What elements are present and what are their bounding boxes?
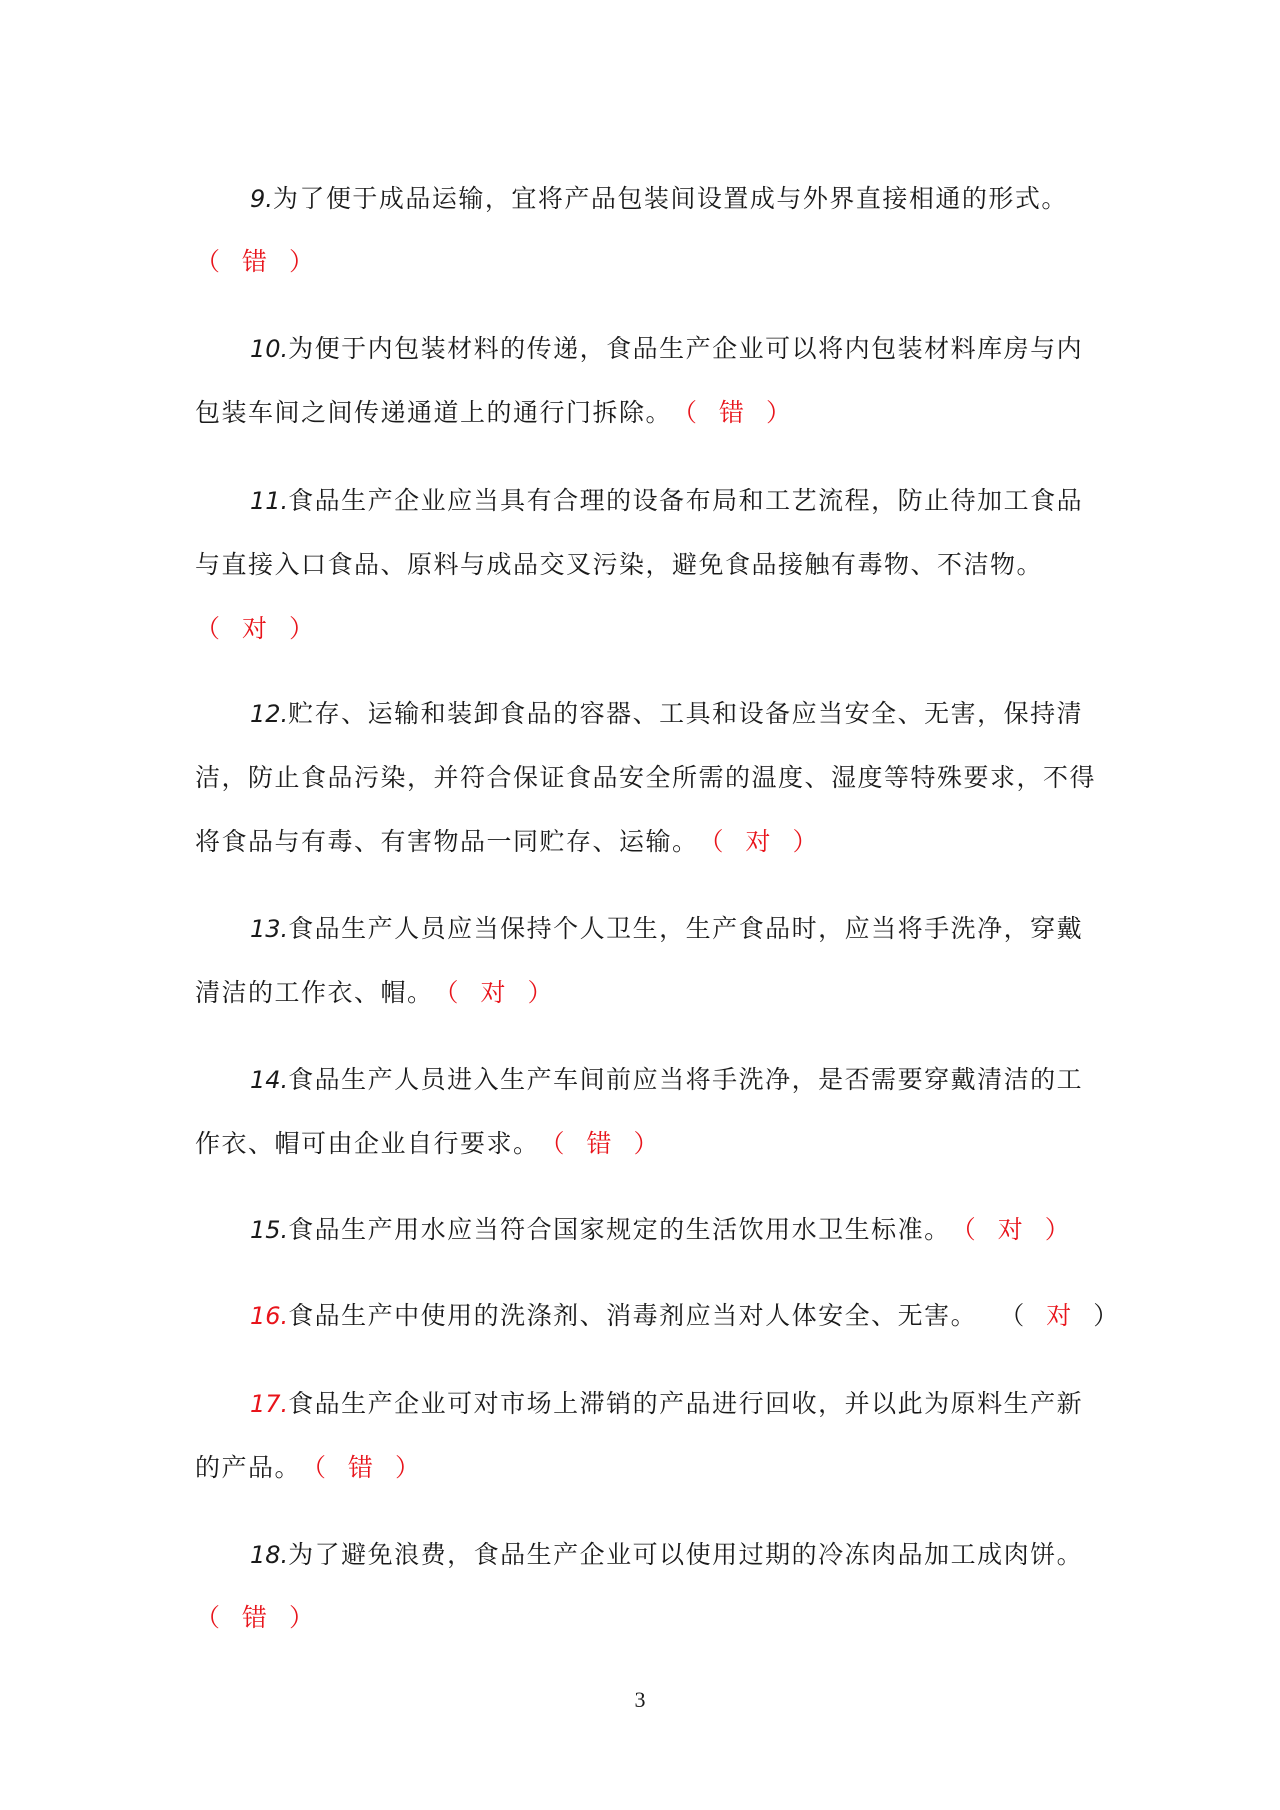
question-10-answer: （ 错 ）: [672, 398, 791, 427]
answer-value: 对: [242, 614, 268, 643]
answer-value: 对: [745, 827, 771, 856]
question-10-line-2: [195, 396, 791, 430]
question-text: 食品生产用水应当符合国家规定的生活饮用水卫生标准。: [288, 1215, 951, 1244]
question-13-line-2: [195, 976, 553, 1010]
question-text: 食品生产人员应当保持个人卫生，生产食品时，应当将手洗净，穿戴: [288, 914, 1084, 943]
question-number: 14.: [250, 1066, 289, 1094]
answer-value: 错: [242, 1603, 268, 1632]
question-14-line-1: [250, 1063, 1083, 1097]
question-12-answer: （ 对 ）: [699, 827, 818, 856]
question-text: 包装车间之间传递通道上的通行门拆除。: [195, 398, 673, 427]
question-9-line-1: [250, 182, 1068, 216]
question-number: 12.: [250, 700, 289, 728]
question-18-answer: （ 错 ）: [195, 1601, 314, 1635]
answer-value: 对: [1046, 1301, 1072, 1330]
question-13-line-1: [250, 912, 1083, 946]
question-15-line-1: [250, 1213, 1070, 1247]
question-text: 为便于内包装材料的传递，食品生产企业可以将内包装材料库房与内: [288, 334, 1084, 363]
question-14-answer: （ 错 ）: [540, 1129, 659, 1158]
question-17-line-1: [250, 1387, 1083, 1421]
question-12-line-2: [195, 761, 1096, 795]
question-text: 为了避免浪费，食品生产企业可以使用过期的冷冻肉品加工成肉饼。: [288, 1540, 1084, 1569]
question-number: 10.: [250, 335, 289, 363]
question-12-line-3: [195, 825, 818, 859]
question-number: 9.: [250, 185, 273, 213]
question-11-answer: （ 对 ）: [195, 612, 314, 646]
question-text: 与直接入口食品、原料与成品交叉污染，避免食品接触有毒物、不洁物。: [195, 550, 1044, 579]
question-14-line-2: [195, 1127, 659, 1161]
question-text: 食品生产企业应当具有合理的设备布局和工艺流程，防止待加工食品: [288, 486, 1084, 515]
question-11-line-1: [250, 484, 1083, 518]
question-10-line-1: [250, 332, 1083, 366]
question-17-line-2: [195, 1451, 420, 1485]
question-number: 16.: [250, 1302, 289, 1330]
question-text: 贮存、运输和装卸食品的容器、工具和设备应当安全、无害，保持清: [288, 699, 1084, 728]
question-text: 将食品与有毒、有害物品一同贮存、运输。: [195, 827, 699, 856]
answer-value: 错: [719, 398, 745, 427]
question-17-answer: （ 错 ）: [301, 1453, 420, 1482]
answer-value: 错: [348, 1453, 374, 1482]
question-15-answer: （ 对 ）: [951, 1215, 1070, 1244]
question-11-line-2: [195, 548, 1043, 582]
question-number: 15.: [250, 1216, 289, 1244]
answer-value: 对: [997, 1215, 1023, 1244]
answer-value: 错: [586, 1129, 612, 1158]
question-16-line-1: [250, 1299, 1118, 1333]
question-text: 的产品。: [195, 1453, 302, 1482]
page-number: 3: [634, 1687, 646, 1712]
question-text: 食品生产人员进入生产车间前应当将手洗净，是否需要穿戴清洁的工: [288, 1065, 1084, 1094]
question-16-answer: （ 对 ）: [999, 1301, 1118, 1330]
question-text: 清洁的工作衣、帽。: [195, 978, 434, 1007]
question-12-line-1: [250, 697, 1083, 731]
question-text: 作衣、帽可由企业自行要求。: [195, 1129, 540, 1158]
answer-value: 错: [242, 247, 268, 276]
question-18-line-1: [250, 1538, 1083, 1572]
question-number: 13.: [250, 915, 289, 943]
question-number: 11.: [250, 487, 289, 515]
question-13-answer: （ 对 ）: [434, 978, 553, 1007]
question-number: 18.: [250, 1541, 289, 1569]
question-9-answer: （ 错 ）: [195, 245, 314, 279]
question-text: 洁，防止食品污染，并符合保证食品安全所需的温度、湿度等特殊要求，不得: [195, 763, 1097, 792]
question-text: 为了便于成品运输，宜将产品包装间设置成与外界直接相通的形式。: [272, 184, 1068, 213]
question-text: 食品生产企业可对市场上滞销的产品进行回收，并以此为原料生产新: [288, 1389, 1084, 1418]
question-text: 食品生产中使用的洗涤剂、消毒剂应当对人体安全、无害。: [288, 1301, 978, 1330]
question-number: 17.: [250, 1390, 289, 1418]
answer-value: 对: [480, 978, 506, 1007]
